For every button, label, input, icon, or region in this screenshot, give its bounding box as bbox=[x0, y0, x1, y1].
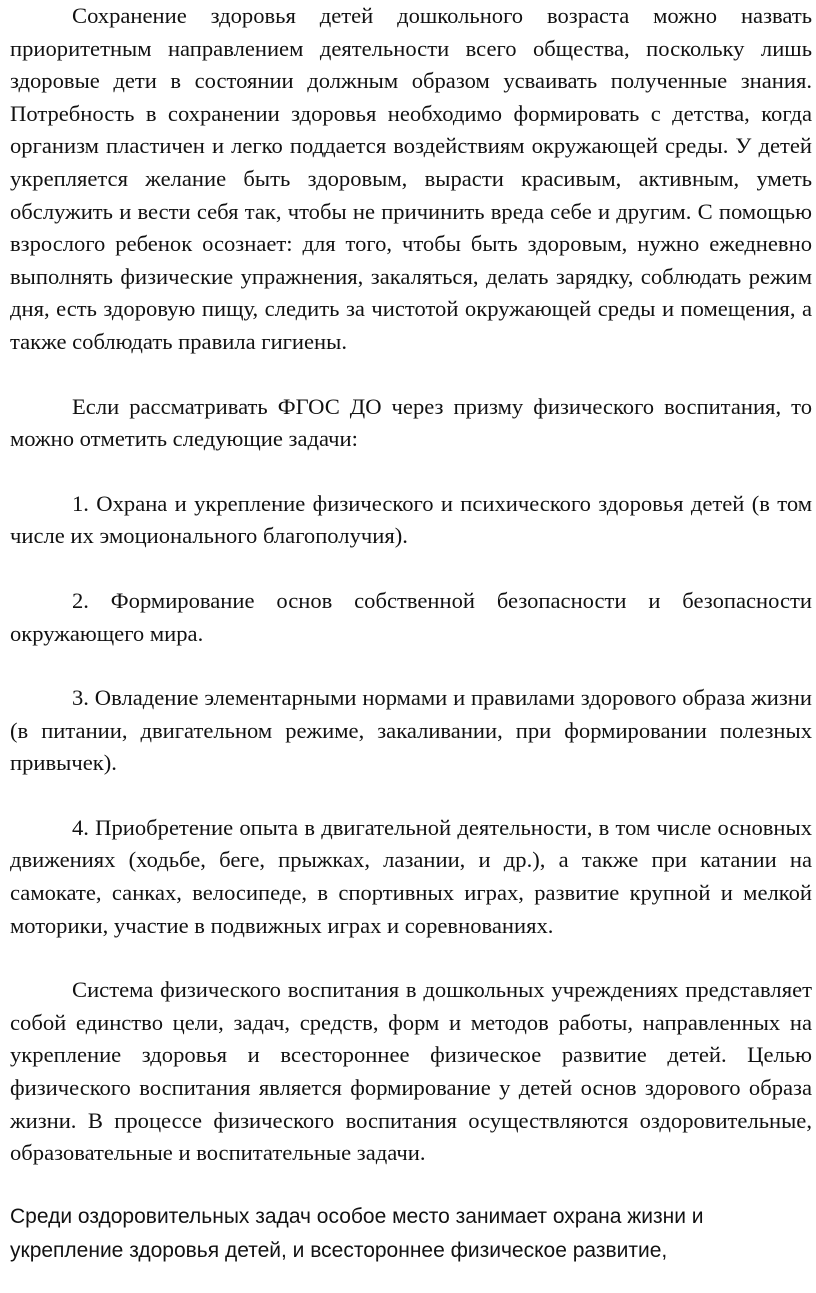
paragraph-fgos: Если рассматривать ФГОС ДО через призму физического воспитания, то можно отметить следующие задачи: bbox=[10, 393, 812, 452]
footer-line-2: укрепление здоровья детей, и всестороннее физическое развитие, bbox=[10, 1239, 668, 1262]
task-item-2: 2. Формирование основ собственной безопасности и безопасности окружающего мира. bbox=[10, 587, 812, 646]
footer-text bbox=[10, 1200, 810, 1268]
footer-line-1: Среди оздоровительных задач особое место занимает охрана жизни и bbox=[10, 1205, 704, 1228]
task-item-1: 1. Охрана и укрепление физического и психического здоровья детей (в том числе их эмоционального благополучия). bbox=[10, 490, 812, 549]
task-item-4: 4. Приобретение опыта в двигательной деятельности, в том числе основных движениях (ходьбе, беге, прыжках, лазании, и др.), а также при катании на самокате, санках, велосипеде, в спортивных играх, развитие крупной и мелкой моторики, участие в подвижных играх и соревнованиях. bbox=[10, 814, 812, 938]
paragraph-intro: Сохранение здоровья детей дошкольного возраста можно назвать приоритетным направлением деятельности всего общества, поскольку лишь здоровые дети в состоянии должным образом усваивать полученные знания. Потребность в сохранении здоровья необходимо формировать с детства, когда организм пластичен и легко поддается воздействиям окружающей среды. У детей укрепляется желание быть здоровым, вырасти красивым, активным, уметь обслужить и вести себя так, чтобы не причинить вреда себе и другим. С помощью взрослого ребенок осознает: для того, чтобы быть здоровым, нужно ежедневно выполнять физические упражнения, закаляться, делать зарядку, соблюдать режим дня, есть здоровую пищу, следить за чистотой окружающей среды и помещения, а также соблюдать правила гигиены. bbox=[10, 3, 812, 354]
paragraph-system: Система физического воспитания в дошкольных учреждениях представляет собой единство цели, задач, средств, форм и методов работы, направленных на укрепление здоровья и всестороннее физическое развитие детей. Целью физического воспитания является формирование у детей основ здорового образа жизни. В процессе физического воспитания осуществляются оздоровительные, образовательные и воспитательные задачи. bbox=[10, 977, 812, 1166]
body-text bbox=[10, 0, 812, 1170]
task-item-3: 3. Овладение элементарными нормами и правилами здорового образа жизни (в питании, двигательном режиме, закаливании, при формировании полезных привычек). bbox=[10, 685, 812, 776]
document-page bbox=[10, 0, 812, 1262]
